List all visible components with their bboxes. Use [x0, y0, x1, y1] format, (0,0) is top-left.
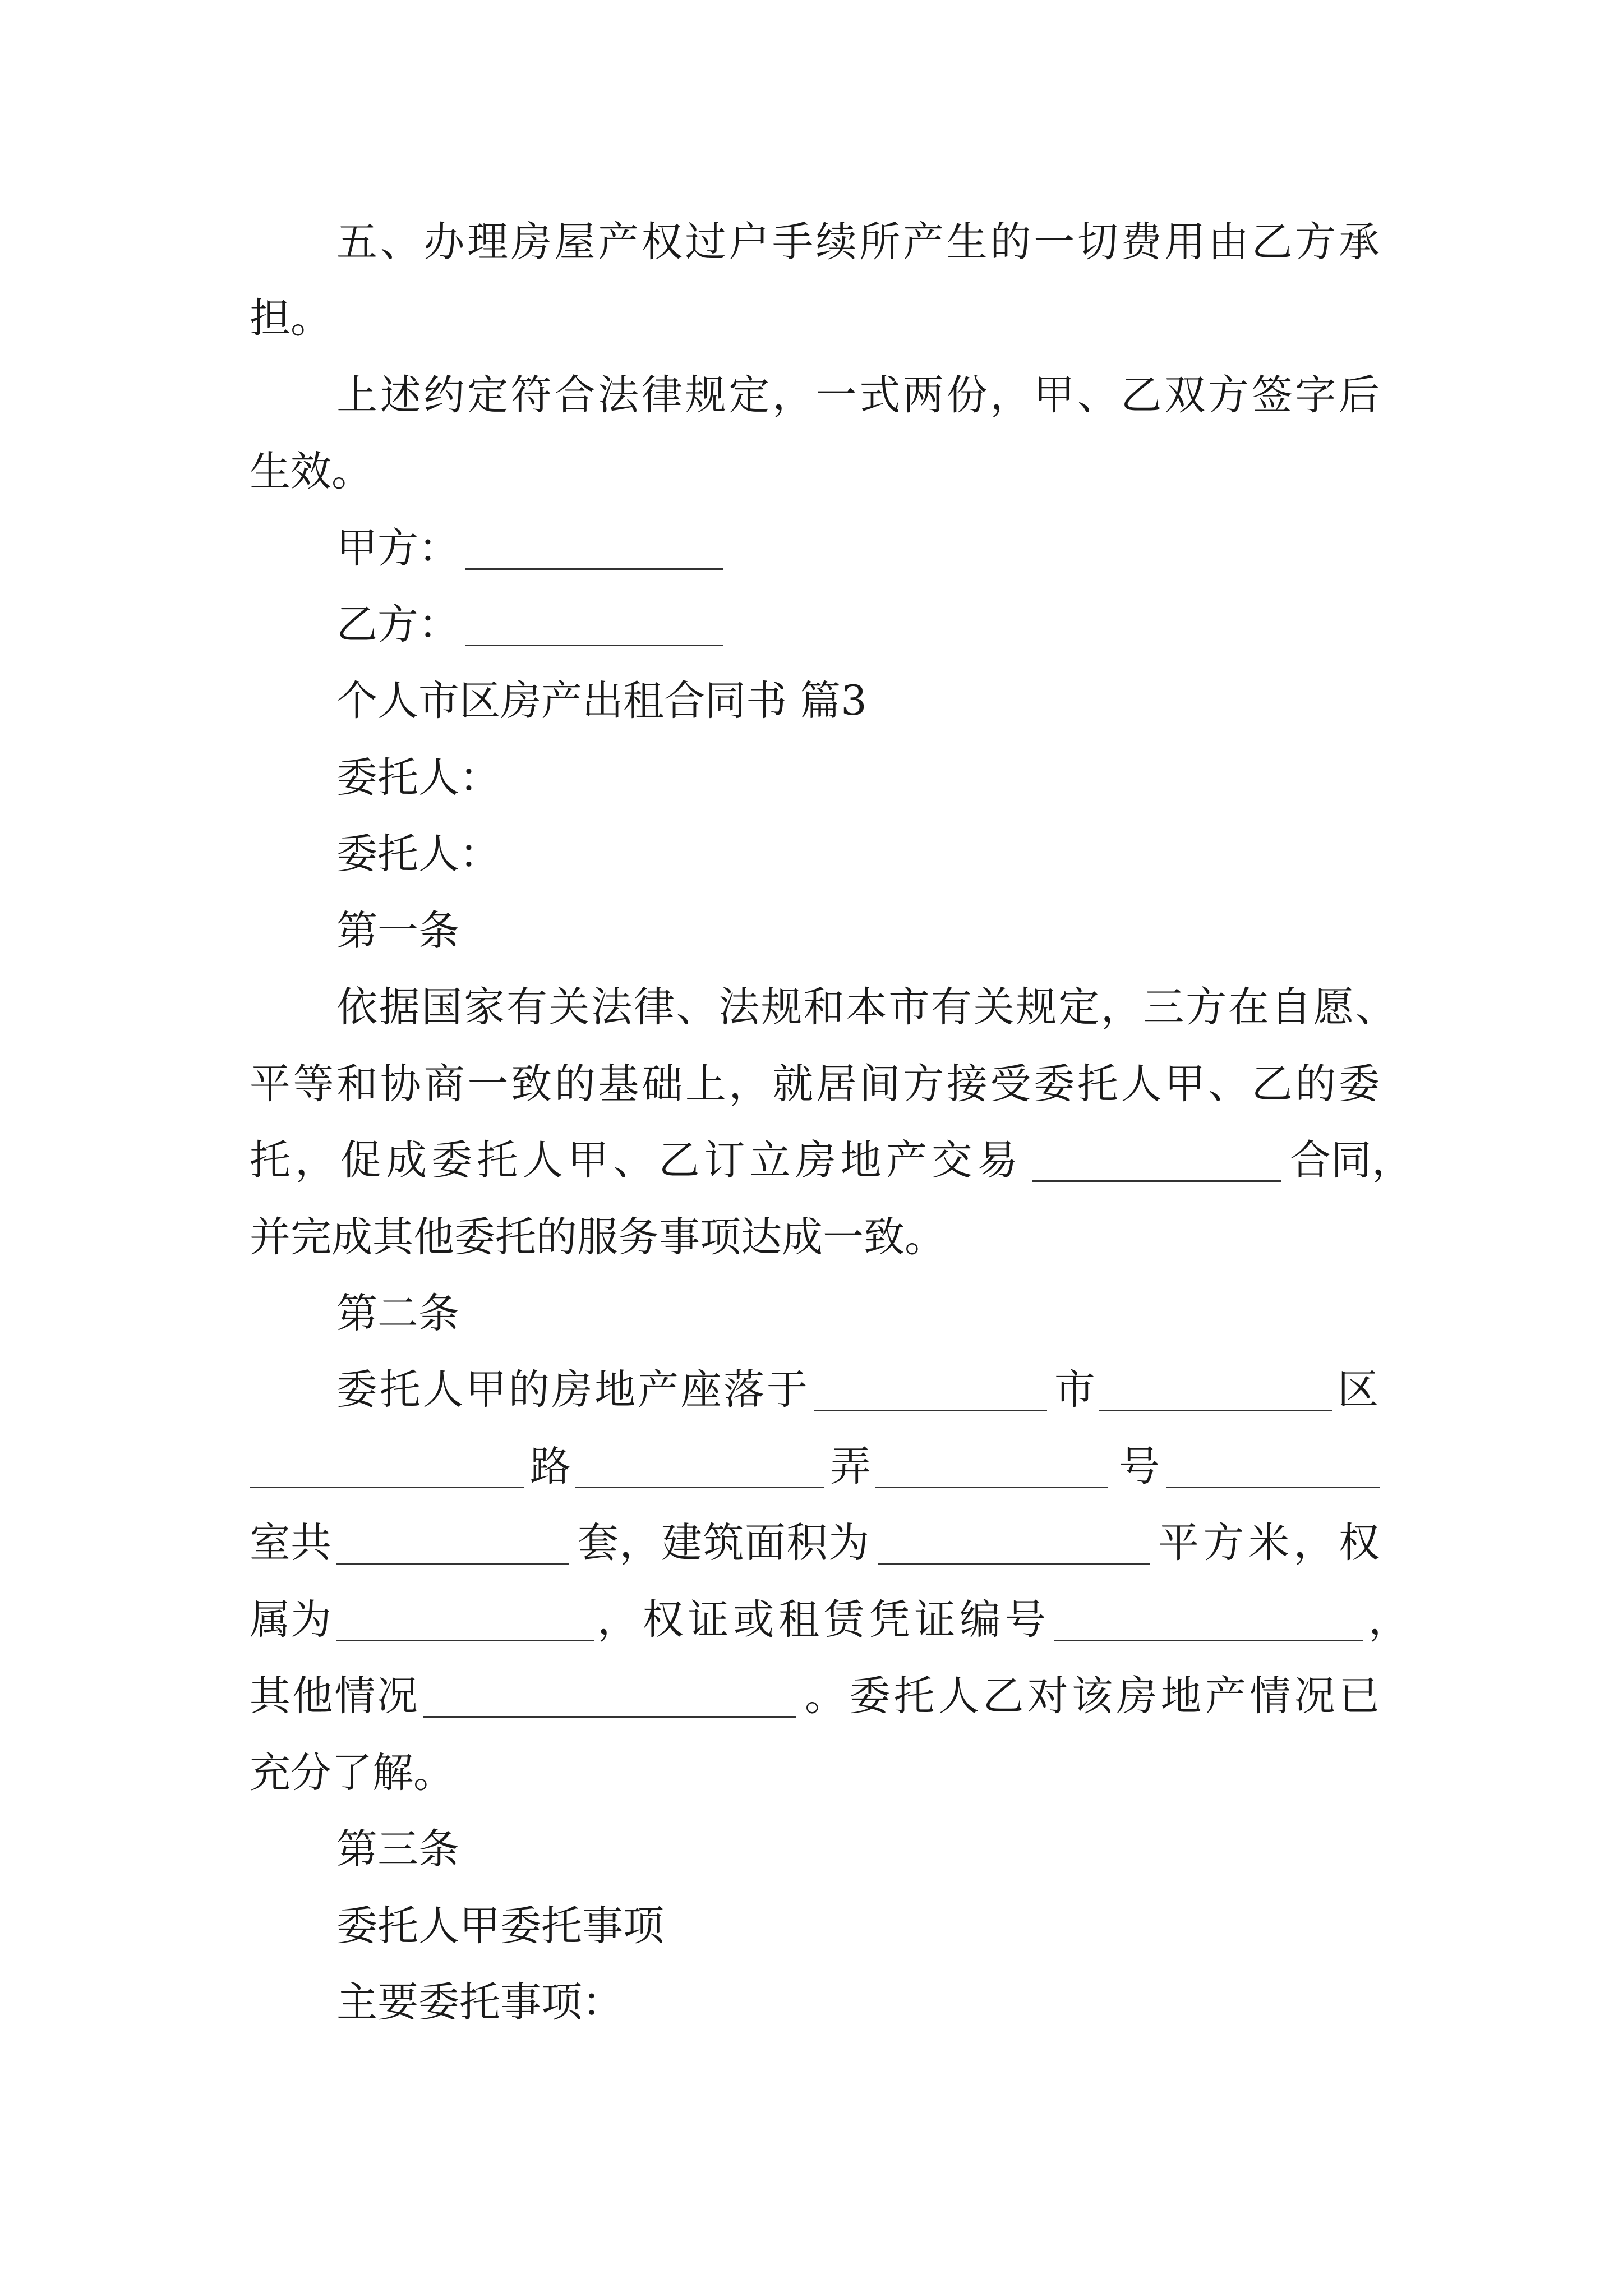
paragraph-line: [0, 1433, 1623, 1501]
paragraph-line: [0, 1510, 1623, 1577]
paragraph-line: [0, 1204, 1623, 1271]
contract-type-blank: [1032, 1127, 1281, 1182]
signature-line-party-b: [0, 591, 1623, 659]
article-2-title: 第二条: [336, 1290, 459, 1337]
client-line: [0, 821, 1623, 888]
text: 生效。: [250, 448, 372, 495]
text: 弄: [830, 1443, 871, 1490]
section-title-text: 个人市区房产出租合同书 篇3: [336, 677, 867, 725]
paragraph-line: [0, 1893, 1623, 1960]
text: 充分了解。: [250, 1749, 454, 1797]
text: 担。: [250, 295, 331, 342]
area-blank: [878, 1510, 1150, 1565]
paragraph-line: [0, 209, 1623, 276]
text: 平等和协商一致的基础上，就居间方接受委托人甲、乙的委: [250, 1060, 1380, 1108]
party-a-label: 甲方：: [336, 524, 459, 572]
article-title: [0, 1816, 1623, 1883]
section-title: [0, 668, 1623, 735]
room-blank: [1166, 1433, 1380, 1488]
text: 属为: [250, 1596, 331, 1644]
certificate-number-blank: [1054, 1586, 1363, 1641]
district-blank: [1099, 1356, 1332, 1411]
paragraph-line: [0, 1663, 1623, 1730]
text: 主要委托事项：: [336, 1978, 623, 2026]
number-blank: [875, 1433, 1108, 1488]
paragraph-line: [0, 1127, 1623, 1194]
lane-blank: [575, 1433, 824, 1488]
paragraph-line: [0, 1740, 1623, 1807]
text: 其他情况: [250, 1672, 418, 1720]
text: 依据国家有关法律、法规和本市有关规定，三方在自愿、: [336, 983, 1396, 1031]
paragraph-line: [0, 1969, 1623, 2036]
text: ，: [1368, 1596, 1409, 1644]
article-1-title: 第一条: [336, 907, 459, 955]
text: 委托人甲的房地产座落于: [336, 1366, 808, 1414]
text: 。委托人乙对该房地产情况已: [805, 1672, 1380, 1720]
paragraph-line: [0, 974, 1623, 1041]
paragraph-line: [0, 1356, 1623, 1424]
text: 并完成其他委托的服务事项达成一致。: [250, 1213, 946, 1261]
signature-blank: [465, 591, 723, 646]
text: 上述约定符合法律规定，一式两份，甲、乙双方签字后: [336, 371, 1380, 419]
paragraph-line: [0, 362, 1623, 429]
text: 号: [1119, 1443, 1160, 1490]
text: 合同，: [1290, 1137, 1413, 1184]
text: ，权证或租赁凭证编号: [597, 1596, 1046, 1644]
signature-line-party-a: [0, 515, 1623, 582]
paragraph-line: [0, 1586, 1623, 1654]
road-blank: [250, 1433, 524, 1488]
client-label: 委托人：: [336, 830, 500, 878]
units-blank: [336, 1510, 569, 1565]
paragraph-line: [0, 285, 1623, 352]
text: 五、办理房屋产权过户手续所产生的一切费用由乙方承: [336, 218, 1380, 266]
text: 托，促成委托人甲、乙订立房地产交易: [250, 1137, 1018, 1184]
paragraph-line: [0, 438, 1623, 505]
client-label: 委托人：: [336, 754, 500, 802]
article-3-title: 第三条: [336, 1825, 459, 1873]
text: 委托人甲委托事项: [336, 1902, 664, 1950]
text: 套，建筑面积为: [578, 1519, 869, 1567]
ownership-blank: [336, 1586, 594, 1641]
text: 区: [1338, 1366, 1378, 1414]
text: 路: [530, 1443, 571, 1490]
paragraph-line: [0, 1051, 1623, 1118]
text: 室共: [250, 1519, 331, 1567]
other-conditions-blank: [423, 1663, 796, 1718]
client-line: [0, 744, 1623, 812]
city-blank: [814, 1356, 1047, 1411]
party-b-label: 乙方：: [336, 601, 459, 648]
article-title: [0, 1280, 1623, 1347]
text: 市: [1054, 1366, 1095, 1414]
text: 平方米，权: [1158, 1519, 1380, 1567]
article-title: [0, 898, 1623, 965]
signature-blank: [465, 515, 723, 570]
